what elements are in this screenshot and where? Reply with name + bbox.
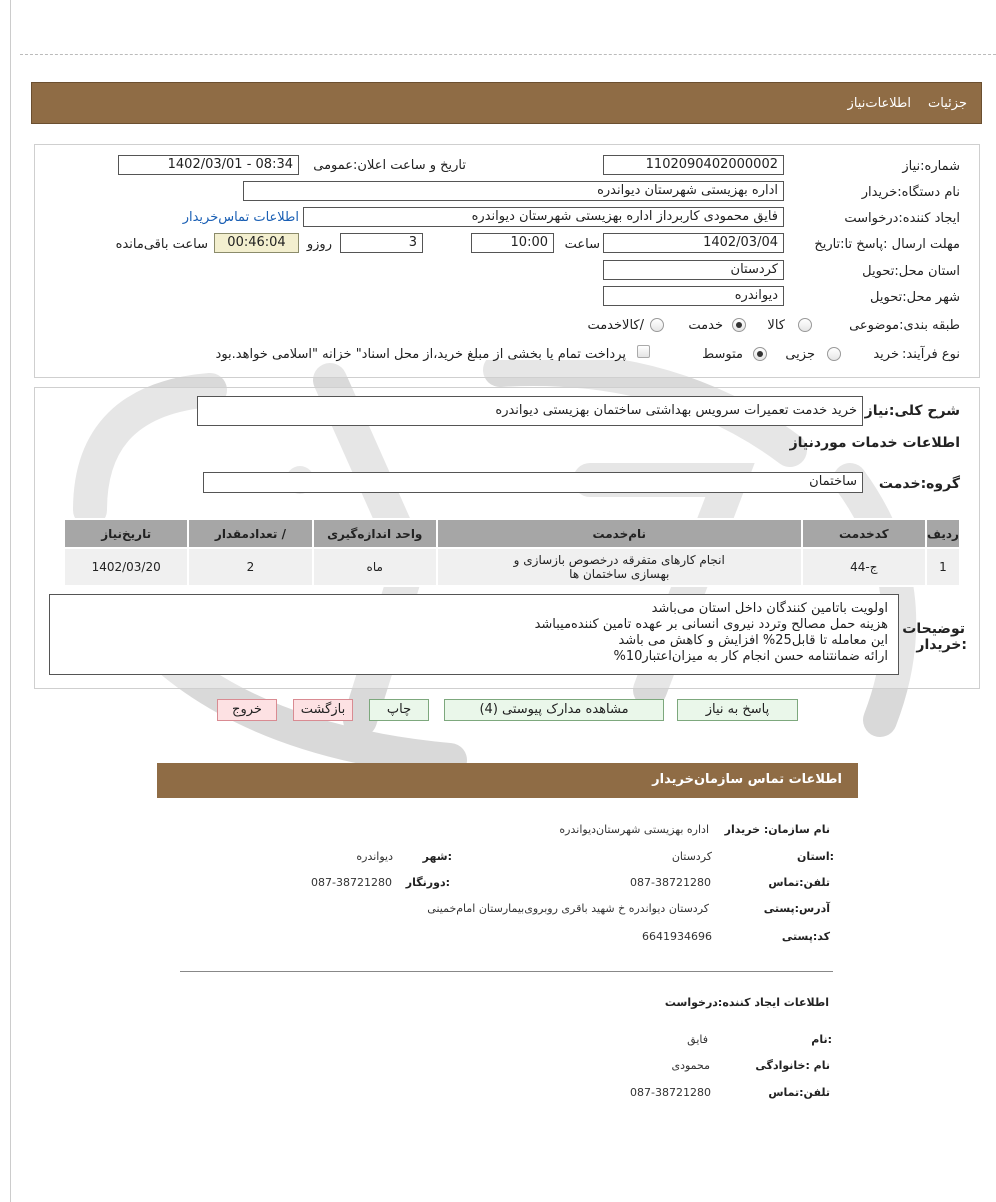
page-top-divider	[20, 54, 996, 55]
process-partial-label: جزیی	[785, 347, 815, 362]
reply-to-need-button[interactable]: پاسخ به نیاز	[677, 699, 798, 721]
category-service-radio[interactable]	[732, 318, 746, 332]
contact-phone-label: تلفن:تماس	[768, 876, 830, 889]
contact-divider	[180, 971, 833, 972]
buyer-notes-label-2: :خریدار	[916, 637, 967, 653]
print-button[interactable]: چاپ	[369, 699, 429, 721]
category-goods-radio[interactable]	[798, 318, 812, 332]
buyer-notes-box	[49, 594, 899, 675]
process-medium-radio[interactable]	[753, 347, 767, 361]
delivery-city-label: شهر محل:تحویل	[870, 290, 960, 305]
request-creator-field: فایق محمودی کاربرداز اداره بهزیستی شهرستان دیواندره	[303, 207, 784, 227]
cell-row-number: 1	[926, 548, 960, 586]
contact-fax-value: 087-38721280	[311, 876, 392, 889]
cell-unit: ماه	[313, 548, 437, 586]
contact-org-label: نام سازمان: خریدار	[724, 823, 830, 836]
service-group-label: گروه:خدمت	[878, 476, 960, 492]
deadline-time-label: ساعت	[564, 237, 600, 252]
table-row	[64, 548, 960, 586]
need-number-field: 1102090402000002	[603, 155, 784, 175]
tab-need-info[interactable]: اطلاعات‌نیاز	[847, 96, 911, 111]
note-line: ارائه ضمانتنامه حسن انجام کار به میزان‌اعتبار10%	[613, 649, 888, 664]
category-label: طبقه بندی:موضوعی	[849, 318, 960, 333]
contact-province-value: کردستان	[671, 850, 712, 863]
cell-service-name: انجام کارهای متفرقه درخصوص بازسازی و بهسازی ساختمان ها	[437, 548, 802, 586]
creator-name-value: فایق	[687, 1033, 708, 1046]
delivery-province-field: کردستان	[603, 260, 784, 280]
creator-phone-label: تلفن:تماس	[768, 1086, 830, 1099]
deadline-time-field: 10:00	[471, 233, 554, 253]
creator-family-value: محمودی	[671, 1059, 710, 1072]
buyer-contact-header	[157, 763, 858, 798]
exit-button[interactable]: خروج	[217, 699, 277, 721]
back-button[interactable]: بازگشت	[293, 699, 353, 721]
col-header-need-date: تاریخ‌نیاز	[64, 519, 188, 548]
need-form-panel	[34, 144, 980, 378]
remaining-time-field: 00:46:04	[214, 233, 299, 253]
remaining-time-label: ساعت باقی‌مانده	[115, 237, 208, 252]
process-medium-label: متوسط	[702, 347, 743, 362]
view-attachments-button[interactable]: مشاهده مدارک پیوستی (4)	[444, 699, 664, 721]
contact-city-label: :شهر	[422, 850, 452, 863]
contact-province-label: :استان	[797, 850, 834, 863]
request-creator-label: ایجاد کننده:درخواست	[844, 211, 960, 226]
category-goods-label: کالا	[767, 318, 785, 333]
cell-quantity: 2	[188, 548, 312, 586]
process-partial-radio[interactable]	[827, 347, 841, 361]
category-goods-service-label: /کالاخدمت	[587, 318, 644, 333]
services-table	[63, 518, 961, 587]
contact-fax-label: :دورنگار	[405, 876, 450, 889]
services-section-title: اطلاعات خدمات موردنیاز	[789, 435, 960, 451]
contact-phone-value: 087-38721280	[630, 876, 711, 889]
category-service-label: خدمت	[688, 318, 723, 333]
contact-postal-value: 6641934696	[642, 930, 712, 943]
deadline-date-field: 1402/03/04	[603, 233, 784, 253]
contact-address-label: آدرس:پستی	[763, 902, 830, 915]
table-header-row	[64, 519, 960, 548]
announce-date-field: 1402/03/01 - 08:34	[118, 155, 299, 175]
service-group-field: ساختمان	[203, 472, 863, 493]
creator-info-title: اطلاعات ایجاد کننده:درخواست	[664, 996, 829, 1009]
contact-city-value: دیواندره	[356, 850, 393, 863]
category-goods-service-radio[interactable]	[650, 318, 664, 332]
buyer-contact-link[interactable]: اطلاعات تماس‌خریدار	[182, 210, 299, 225]
cell-service-code: ج-44	[802, 548, 926, 586]
need-summary-label: شرح کلی:نیاز	[864, 403, 960, 419]
tab-details[interactable]: جزئیات	[928, 96, 967, 111]
buyer-notes-label-1: توضیحات	[902, 621, 965, 637]
buyer-org-label: نام دستگاه:خریدار	[861, 185, 960, 200]
cell-need-date: 1402/03/20	[64, 548, 188, 586]
process-type-label: نوع فرآیند:	[902, 347, 960, 362]
creator-family-label: نام :خانوادگی	[755, 1059, 830, 1072]
col-header-unit: واحد اندازه‌گیری	[313, 519, 437, 548]
contact-address-value: کردستان دیواندره خ شهید باقری روبروی‌بیمارستان امام‌خمینی	[427, 902, 709, 915]
note-line: اولویت باتامین کنندگان داخل استان می‌باشد	[651, 601, 888, 616]
page-left-border	[10, 0, 11, 1202]
creator-name-label: :نام	[811, 1033, 832, 1046]
note-line: این معامله تا قابل25% افزایش و کاهش می باشد	[618, 633, 888, 648]
details-header-bar	[31, 82, 982, 124]
note-line: هزینه حمل مصالح وتردد نیروی انسانی بر عهده تامین کننده‌میباشد	[534, 617, 888, 632]
days-field: 3	[340, 233, 423, 253]
process-buy-label: خرید	[873, 347, 899, 362]
contact-org-value: اداره بهزیستی شهرستان‌دیواندره	[559, 823, 709, 836]
buyer-contact-title: اطلاعات تماس سازمان‌خریدار	[652, 772, 842, 787]
col-header-service-code: کدخدمت	[802, 519, 926, 548]
delivery-province-label: استان محل:تحویل	[862, 264, 960, 279]
treasury-payment-checkbox[interactable]	[637, 345, 650, 358]
col-header-row-number: ردیف	[926, 519, 960, 548]
contact-postal-label: کد:پستی	[781, 930, 830, 943]
announce-date-label: تاریخ و ساعت اعلان:عمومی	[313, 158, 466, 173]
col-header-quantity: / تعدادمقدار	[188, 519, 312, 548]
need-number-label: شماره:نیاز	[902, 159, 960, 174]
need-summary-field: خرید خدمت تعمیرات سرویس بهداشتی ساختمان بهزیستی دیواندره	[197, 396, 863, 426]
buyer-org-field: اداره بهزیستی شهرستان دیواندره	[243, 181, 784, 201]
col-header-service-name: نام‌خدمت	[437, 519, 802, 548]
delivery-city-field: دیواندره	[603, 286, 784, 306]
days-label: روزو	[306, 237, 332, 252]
creator-phone-value: 087-38721280	[630, 1086, 711, 1099]
deadline-label: مهلت ارسال :پاسخ تا:تاریخ	[814, 237, 960, 252]
treasury-payment-note: پرداخت تمام یا بخشی از مبلغ خرید،از محل اسناد" خزانه "اسلامی خواهد.بود	[215, 347, 626, 362]
